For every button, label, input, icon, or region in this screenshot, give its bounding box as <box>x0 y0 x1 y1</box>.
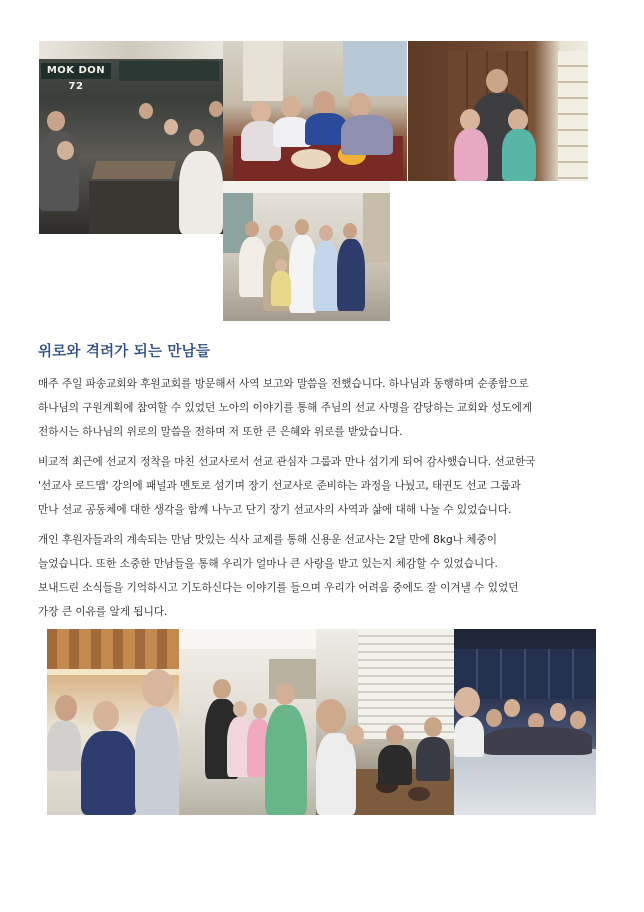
paragraph-line: 비교적 최근에 선교지 정착을 마친 선교사로서 선교 관심자 그룹과 만나 섬기게 되어 감사했습니다. 선교한국 <box>38 456 536 468</box>
photo-restaurant-group <box>39 41 223 234</box>
photo-mall-group <box>223 181 390 321</box>
paragraph-line: 가장 큰 이유를 알게 됩니다. <box>38 606 168 618</box>
paragraph-line: 보내드린 소식들을 기억하시고 기도하신다는 이야기를 들으며 우리가 어려움 중에도 잘 이겨낼 수 있었던 <box>38 582 519 594</box>
photo-grandfather-children <box>408 41 588 181</box>
photo-night-selfie <box>454 629 596 815</box>
paragraph-mission-group <box>38 450 613 522</box>
restaurant-sign: MOK DON 72 <box>41 63 111 79</box>
paragraph-line: 늘었습니다. 또한 소중한 만남들을 통해 우리가 얼마나 큰 사랑을 받고 있는지 체감할 수 있었습니다. <box>38 558 498 570</box>
paragraph-sunday-visits <box>38 372 613 444</box>
paragraph-supporters <box>38 528 613 624</box>
paragraph-line: 개인 후원자들과의 계속되는 만남 맛있는 식사 교제를 통해 신용운 선교사는 2달 만에 8kg나 체중이 <box>38 534 497 546</box>
photo-family-cake <box>223 41 407 181</box>
paragraph-line: 전하시는 하나님의 위로의 말씀을 전하며 저 또한 큰 은혜와 위로를 받았습니다. <box>38 426 403 438</box>
photo-two-women-cafe <box>47 629 179 815</box>
paragraph-line: 매주 주일 파송교회와 후원교회를 방문해서 사역 보고와 말씀을 전했습니다. 하나님과 동행하며 순종함으로 <box>38 378 529 390</box>
paragraph-line: '선교사 로드맵' 강의에 패널과 멘토로 섬기며 장기 선교사로 준비하는 과정을 나눴고, 태권도 선교 그룹과 <box>38 480 521 492</box>
paragraph-line: 하나님의 구원계획에 참여할 수 있었던 노아의 이야기를 통해 주님의 선교 사명을 감당하는 교회와 성도에게 <box>38 402 533 414</box>
photo-mall-friends <box>179 629 316 815</box>
paragraph-line: 만나 선교 공동체에 대한 생각을 함께 나누고 단기 장기 선교사의 사역과 삶에 대해 나눌 수 있었습니다. <box>38 504 512 516</box>
photo-restaurant-table <box>316 629 454 815</box>
section-title: 위로와 격려가 되는 만남들 <box>38 344 211 360</box>
